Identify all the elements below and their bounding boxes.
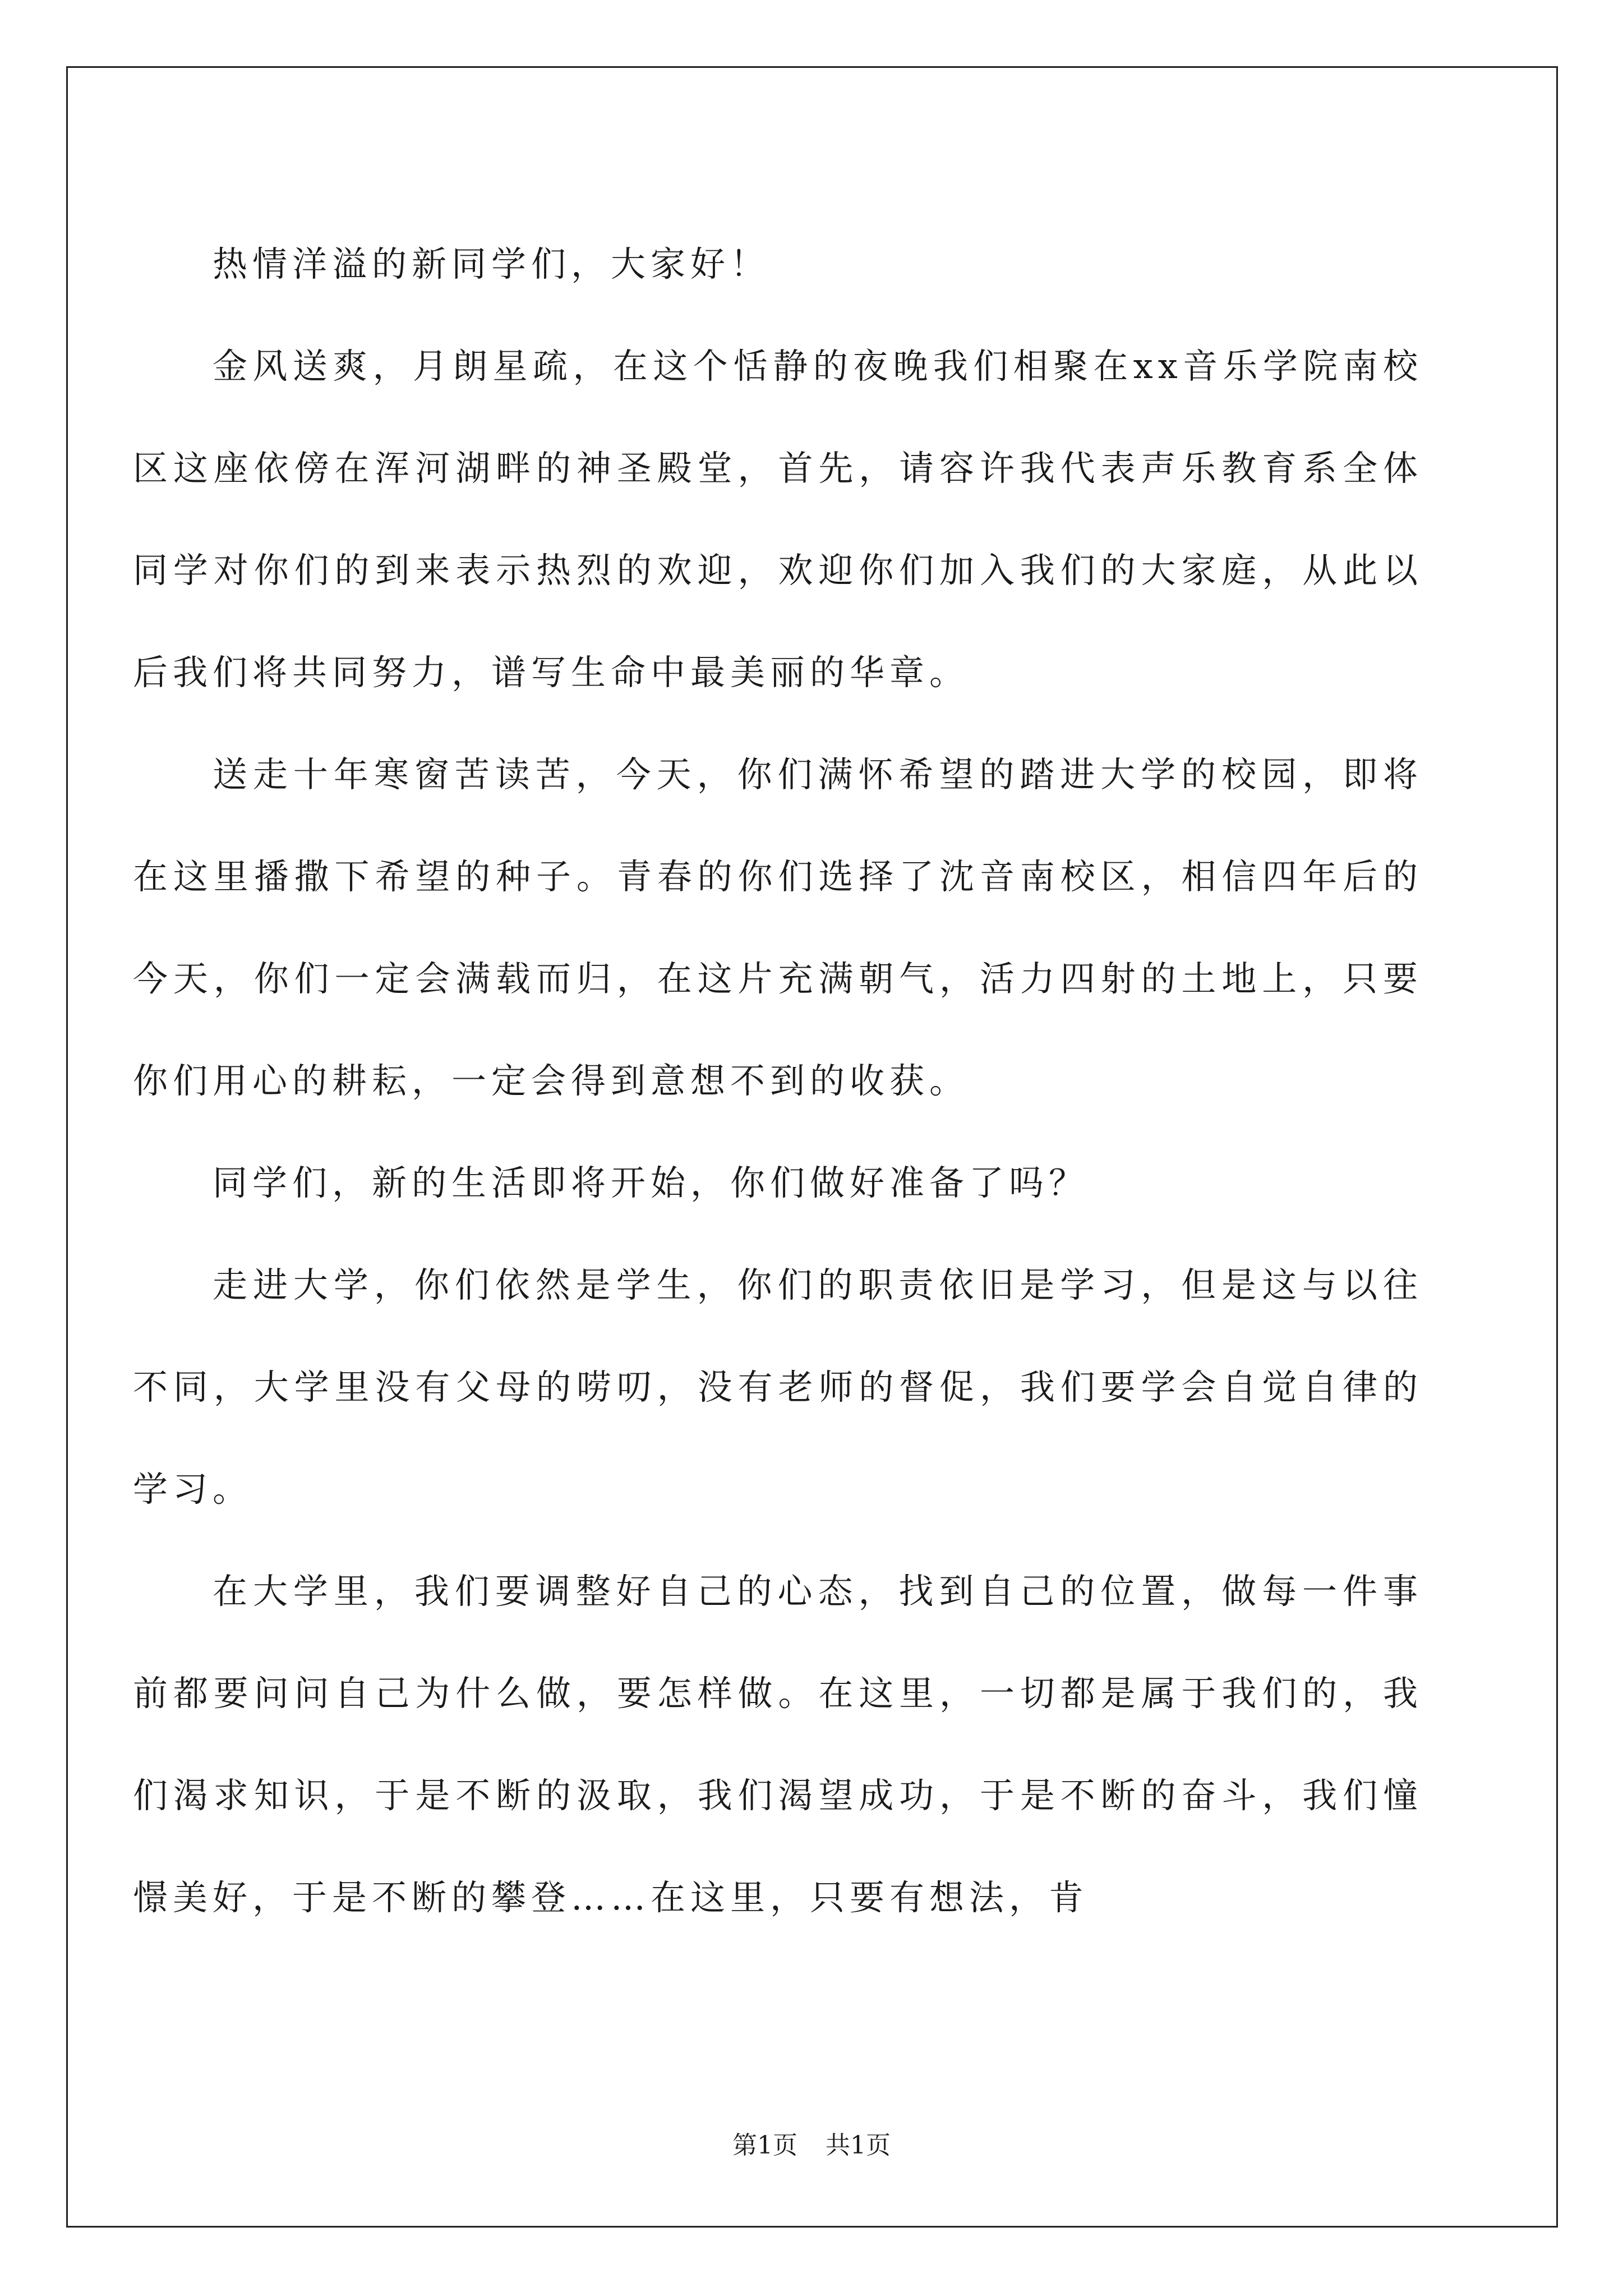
- paragraph-attitude: 在大学里，我们要调整好自己的心态，找到自己的位置，做每一件事前都要问问自己为什么做，要怎样做。在这里，一切都是属于我们的，我们渴求知识，于是不断的汲取，我们渴望成功，于是不断的奋斗，我们憧憬美好，于是不断的攀登……在这里，只要有想法，肯: [133, 1571, 1423, 1918]
- paragraph-hope: 送走十年寒窗苦读苦，今天，你们满怀希望的踏进大学的校园，即将在这里播撒下希望的种子。青春的你们选择了沈音南校区，相信四年后的今天，你们一定会满载而归，在这片充满朝气，活力四射的土地上，只要你们用心的耕耘，一定会得到意想不到的收获。: [133, 754, 1423, 1101]
- paragraph-study: 走进大学，你们依然是学生，你们的职责依旧是学习，但是这与以往不同，大学里没有父母的唠叨，没有老师的督促，我们要学会自觉自律的学习。: [133, 1264, 1423, 1510]
- paragraph-welcome: 金风送爽，月朗星疏，在这个恬静的夜晚我们相聚在xx音乐学院南校区这座依傍在浑河湖畔的神圣殿堂，首先，请容许我代表声乐教育系全体同学对你们的到来表示热烈的欢迎，欢迎你们加入我们的大家庭，从此以后我们将共同努力，谱写生命中最美丽的华章。: [133, 346, 1423, 693]
- document-body: [133, 213, 1423, 1949]
- page-footer: [0, 2129, 1623, 2162]
- page-total: 共1页: [826, 2131, 891, 2160]
- paragraph-question: 同学们，新的生活即将开始，你们做好准备了吗？: [213, 1162, 1089, 1203]
- page-number: 第1页: [732, 2131, 797, 2160]
- paragraph-greeting: 热情洋溢的新同学们，大家好！: [213, 243, 771, 284]
